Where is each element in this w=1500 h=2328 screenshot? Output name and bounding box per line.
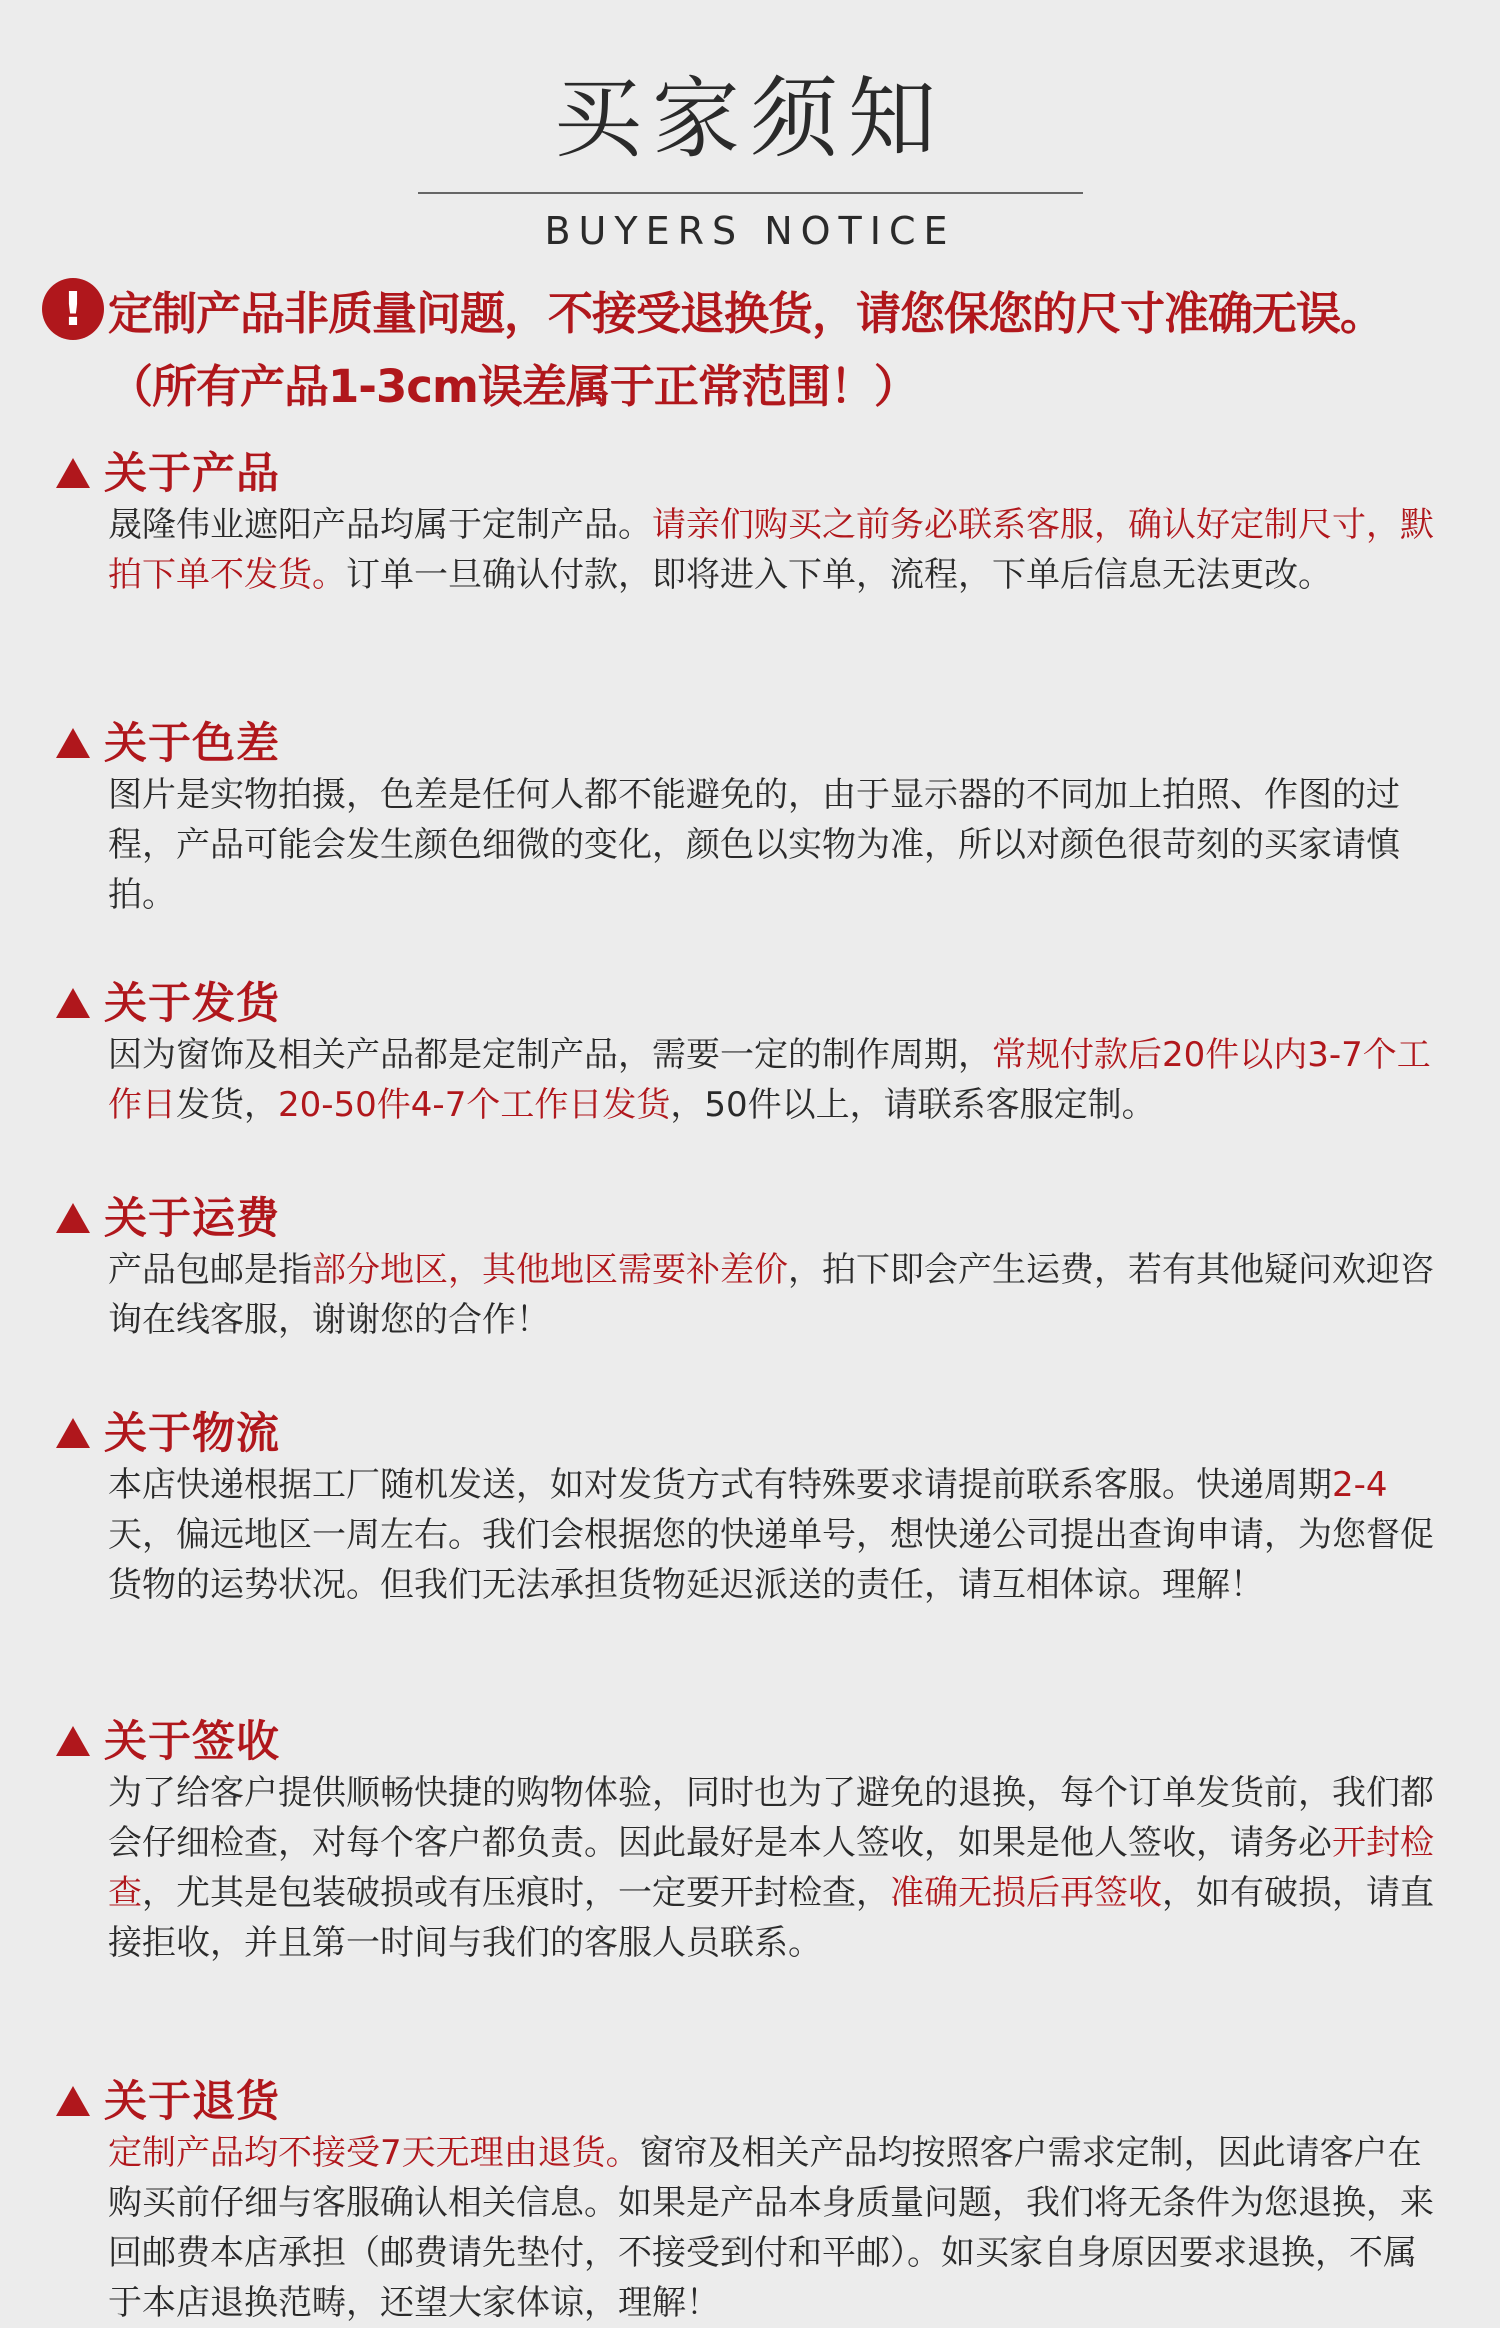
- section-body: [108, 1460, 1446, 1610]
- section-logistics: [56, 1400, 1446, 1610]
- triangle-icon: [56, 1726, 90, 1756]
- warning-text: 定制产品非质量问题，不接受退换货，请您保您的尺寸准确无误。: [108, 286, 1385, 340]
- highlight-text: 请亲们购买之前务必联系客服，确认好定制尺寸，默拍下单不发货。: [108, 505, 1434, 595]
- warning-block: [42, 274, 1482, 420]
- body-text: 发货，: [176, 1085, 278, 1125]
- body-text: 窗帘及相关产品均按照客户需求定制，因此请客户在购买前仔细与客服确认相关信息。如果是产品本身质量问题，我们将无条件为您退换，来回邮费本店承担（邮费请先垫付，不接受到付和平邮）。如买家自身原因要求退换，不属于本店退换范畴，还望大家体谅，理解！: [108, 2133, 1434, 2323]
- body-text: 订单一旦确认付款，即将进入下单，流程，下单后信息无法更改。: [346, 555, 1332, 595]
- highlight-text: 开封检查: [108, 1823, 1434, 1913]
- section-title: 关于色差: [104, 718, 280, 769]
- triangle-icon: [56, 988, 90, 1018]
- section-shipping: [56, 970, 1446, 1130]
- highlight-text: 2-4: [1332, 1465, 1388, 1505]
- body-text: 产品包邮是指: [108, 1250, 312, 1290]
- section-receipt: [56, 1708, 1446, 1968]
- page-subtitle: BUYERS NOTICE: [544, 209, 956, 253]
- body-text: ，拍下即会产生运费，若有其他疑问欢迎咨询在线客服，谢谢您的合作！: [108, 1250, 1434, 1340]
- exclamation-icon: !: [42, 278, 104, 340]
- highlight-text: 准确无损后再签收: [890, 1873, 1162, 1913]
- warning-note: （所有产品1-3cm误差属于正常范围！）: [108, 360, 918, 413]
- section-body: [108, 1768, 1446, 1968]
- section-product: [56, 440, 1446, 600]
- section-body: [108, 500, 1446, 600]
- body-text: 图片是实物拍摄，色差是任何人都不能避免的，由于显示器的不同加上拍照、作图的过程，产品可能会发生颜色细微的变化，颜色以实物为准，所以对颜色很苛刻的买家请慎拍。: [108, 775, 1400, 915]
- triangle-icon: [56, 1418, 90, 1448]
- triangle-icon: [56, 1203, 90, 1233]
- body-text: 本店快递根据工厂随机发送，如对发货方式有特殊要求请提前联系客服。快递周期: [108, 1465, 1332, 1505]
- section-title: 关于物流: [104, 1408, 280, 1459]
- triangle-icon: [56, 458, 90, 488]
- section-body: [108, 770, 1446, 920]
- highlight-text: 常规付款后20件以内3-7个工作日: [108, 1035, 1431, 1125]
- section-body: [108, 2128, 1446, 2328]
- section-body: [108, 1245, 1446, 1345]
- section-title: 关于签收: [104, 1716, 280, 1767]
- section-title: 关于退货: [104, 2076, 280, 2127]
- body-text: ，50件以上，请联系客服定制。: [670, 1085, 1156, 1125]
- triangle-icon: [56, 728, 90, 758]
- section-title: 关于发货: [104, 978, 280, 1029]
- section-returns: [56, 2068, 1446, 2328]
- body-text: 晟隆伟业遮阳产品均属于定制产品。: [108, 505, 652, 545]
- body-text: 天，偏远地区一周左右。我们会根据您的快递单号，想快递公司提出查询申请，为您督促货物的运势状况。但我们无法承担货物延迟派送的责任，请互相体谅。理解！: [108, 1515, 1434, 1605]
- body-text: ，如有破损，请直接拒收，并且第一时间与我们的客服人员联系。: [108, 1873, 1434, 1963]
- section-body: [108, 1030, 1446, 1130]
- section-title: 关于产品: [104, 448, 280, 499]
- triangle-icon: [56, 2086, 90, 2116]
- highlight-text: 20-50件4-7个工作日发货: [278, 1085, 671, 1125]
- highlight-text: 定制产品均不接受7天无理由退货。: [108, 2133, 640, 2173]
- body-text: 为了给客户提供顺畅快捷的购物体验，同时也为了避免的退换，每个订单发货前，我们都会仔细检查，对每个客户都负责。因此最好是本人签收，如果是他人签收，请务必: [108, 1773, 1434, 1863]
- page-title: 买家须知: [553, 67, 946, 170]
- body-text: ，尤其是包装破损或有压痕时，一定要开封检查，: [142, 1873, 890, 1913]
- title-divider: [418, 192, 1083, 194]
- section-color-difference: [56, 710, 1446, 920]
- section-title: 关于运费: [104, 1193, 280, 1244]
- highlight-text: 部分地区，其他地区需要补差价: [312, 1250, 788, 1290]
- notice-header: [0, 60, 1500, 256]
- body-text: 因为窗饰及相关产品都是定制产品，需要一定的制作周期，: [108, 1035, 992, 1075]
- section-freight: [56, 1185, 1446, 1345]
